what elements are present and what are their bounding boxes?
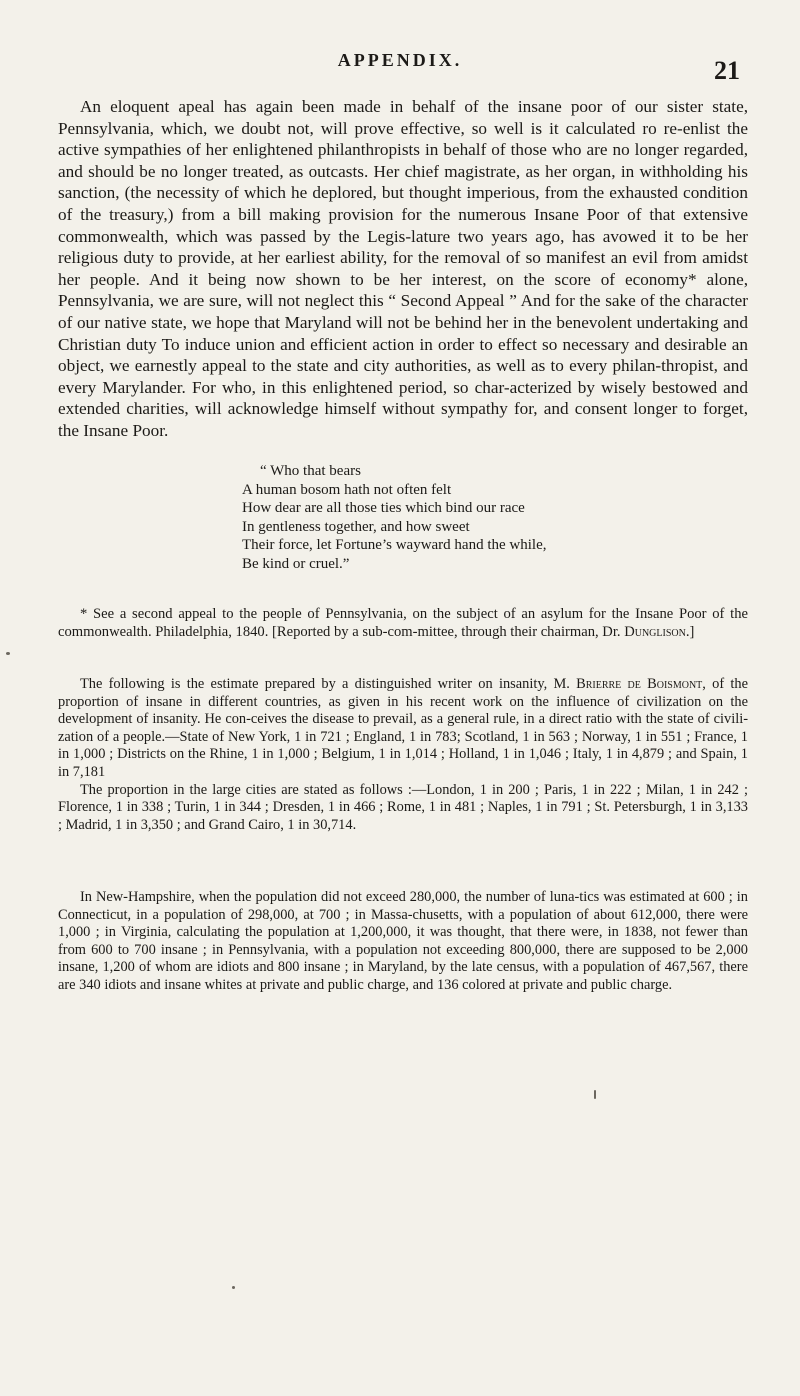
poem-line: Their force, let Fortune’s wayward hand the while,	[242, 537, 547, 554]
footnote-text: * See a second appeal to the people of Pennsylvania, on the subject of an asylum for the Insane Poor of the commonwealth. Philadelphia, 1840. [Reported by a sub-com-mittee, through their chairman, Dr.	[58, 606, 748, 640]
main-paragraph: An eloquent apeal has again been made in behalf of the insane poor of our sister state, Pennsylvania, which, we doubt not, will prove effective, so well is it calculated ro re-enlist the active sympathies of her enlightened philanthropists in behalf of those who are no longer regarded, and should be no longer treated, as outcasts. Her chief magistrate, as her organ, in withholding his sanction, (the necessity of which he deplored, but thought imperious, from the exhausted condition of the treasury,) from a bill making provision for the numerous Insane Poor of that extensive commonwealth, which was passed by the Legis-lature two years ago, has avowed it to be her religious duty to provide, at her earliest ability, for the removal of so manifest an evil from amidst her people. And it being now shown to be her interest, on the score of economy* alone, Pennsylvania, we are sure, will not neglect this “ Second Appeal ” And for the sake of the character of our native state, we hope that Maryland will not be behind her in the benevolent undertaking and Christian duty To induce union and efficient action in order to effect so necessary and desirable an object, we earnestly appeal to the state and city authorities, as well as to every philan-thropist, and every Marylander. For who, in this enlightened period, so char-acterized by wisely bestowed and extended charities, will acknowledge himself without sympathy for, and consent longer to forget, the Insane Poor.	[58, 97, 748, 440]
estimate-body: , of the proportion of insane in different countries, as given in his recent work on the influence of civilization on the development of insanity. He con-ceives the disease to prevail, as a general rule, in a direct ratio with the state of civili-zation of a people.—State of New York, 1 in 721 ; England, 1 in 783; Scotland, 1 in 563 ; Norway, 1 in 551 ; France, 1 in 1,000 ; Districts on the Rhine, 1 in 1,000 ; Belgium, 1 in 1,014 ; Holland, 1 in 1,046 ; Italy, 1 in 4,879 ; and Spain, 1 in 7,181	[58, 676, 748, 780]
cities-paragraph: The proportion in the large cities are stated as follows :—London, 1 in 200 ; Paris, 1 in 222 ; Milan, 1 in 242 ; Florence, 1 in 338 ; Turin, 1 in 344 ; Dresden, 1 in 466 ; Rome, 1 in 481 ; Naples, 1 in 791 ; St. Petersburgh, 1 in 3,133 ; Madrid, 1 in 3,350 ; and Grand Cairo, 1 in 30,714.	[58, 781, 748, 833]
poem-line: A human bosom hath not often felt	[242, 481, 452, 498]
running-title: APPENDIX.	[337, 50, 463, 70]
footnote	[58, 605, 748, 641]
insanity-estimate-note	[58, 676, 748, 834]
estimate-author: Brierre de Boismont	[576, 676, 703, 692]
poem-quotation	[242, 462, 742, 574]
paper-speck	[6, 652, 10, 655]
states-lunatics-note: In New-Hampshire, when the population did not exceed 280,000, the number of luna-tics was estimated at 600 ; in Connecticut, in a population of 298,000, at 700 ; in Massa-chusetts, with a population of about 612,000, there were 1,000 ; in Virginia, calculating the population at 1,200,000, it was thought, that there were, in 1838, not fewer than from 600 to 700 insane ; in Pennsylvania, with a population not exceeding 800,000, there are supposed to be 2,000 insane, 1,200 of whom are idiots and 800 insane ; in Maryland, by the late census, with a population of 467,567, there are 340 idiots and insane whites at private and public charge, and 136 colored at private and public charge.	[58, 889, 748, 993]
estimate-intro: The following is the estimate prepared by a distinguished writer on insanity, M.	[80, 676, 577, 692]
estimate-paragraph	[58, 676, 748, 782]
poem-line: Be kind or cruel.”	[242, 555, 350, 572]
poem-line: In gentleness together, and how sweet	[242, 518, 470, 535]
paper-speck	[594, 1090, 596, 1099]
paper-speck	[232, 1286, 235, 1289]
footnote-end: .]	[685, 624, 695, 640]
footnote-author: Dunglison	[624, 624, 686, 640]
poem-line: “ Who that bears	[260, 463, 361, 479]
poem-line: How dear are all those ties which bind our race	[242, 500, 525, 517]
page-number: 21	[714, 56, 740, 85]
